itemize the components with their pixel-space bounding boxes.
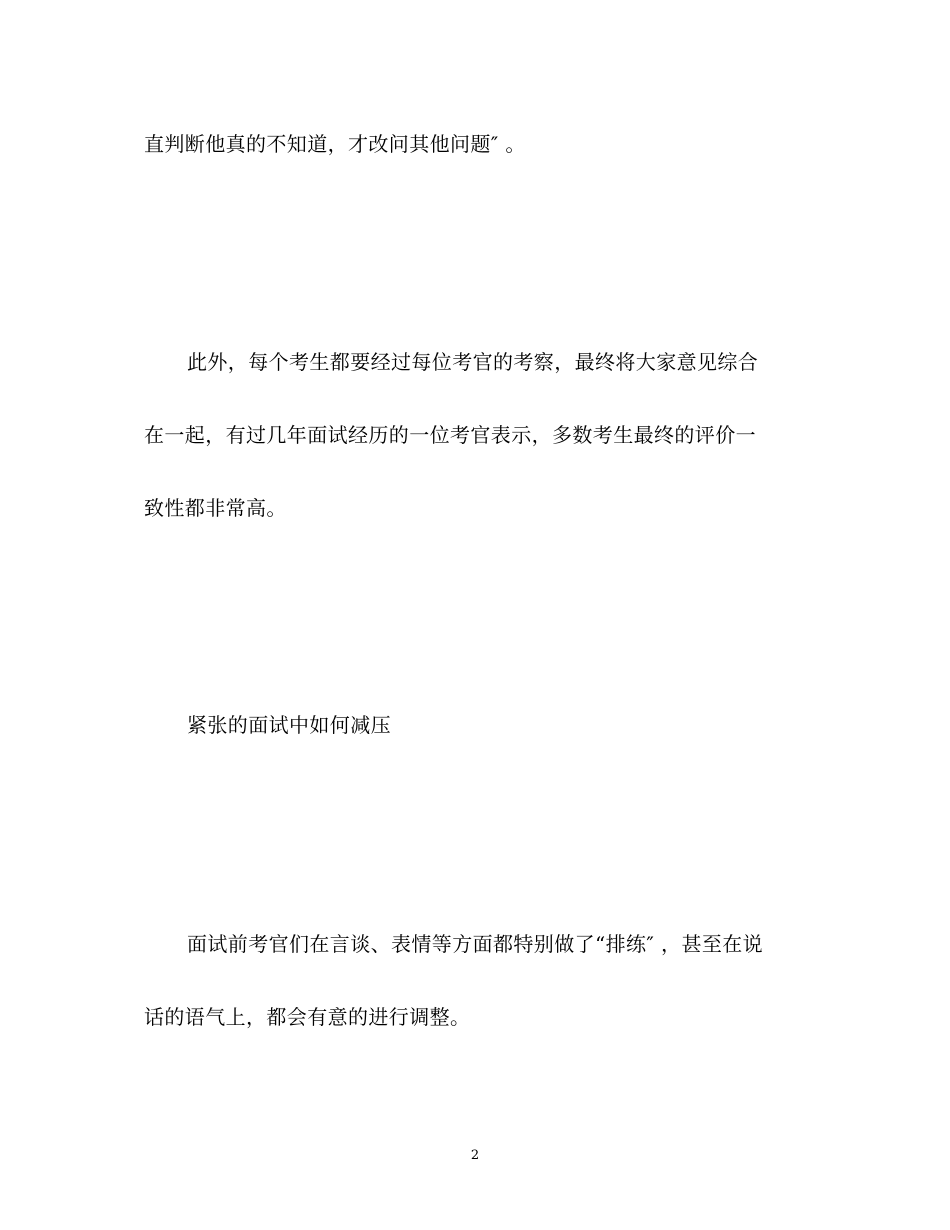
paragraph-line: 此外，每个考生都要经过每位考官的考察，最终将大家意见综合 <box>187 350 759 374</box>
paragraph-line: 致性都非常高。 <box>144 496 287 520</box>
paragraph-line: 在一起，有过几年面试经历的一位考官表示，多数考生最终的评价一 <box>144 423 756 447</box>
paragraph-line: 话的语气上，都会有意的进行调整。 <box>144 1005 471 1029</box>
section-heading: 紧张的面试中如何减压 <box>187 713 391 737</box>
paragraph-continuation-line: 直判断他真的不知道，才改问其他问题″ 。 <box>144 132 526 156</box>
page-number: 2 <box>470 1148 480 1163</box>
paragraph-line: 面试前考官们在言谈、表情等方面都特别做了“排练″ ，甚至在说 <box>187 932 764 956</box>
